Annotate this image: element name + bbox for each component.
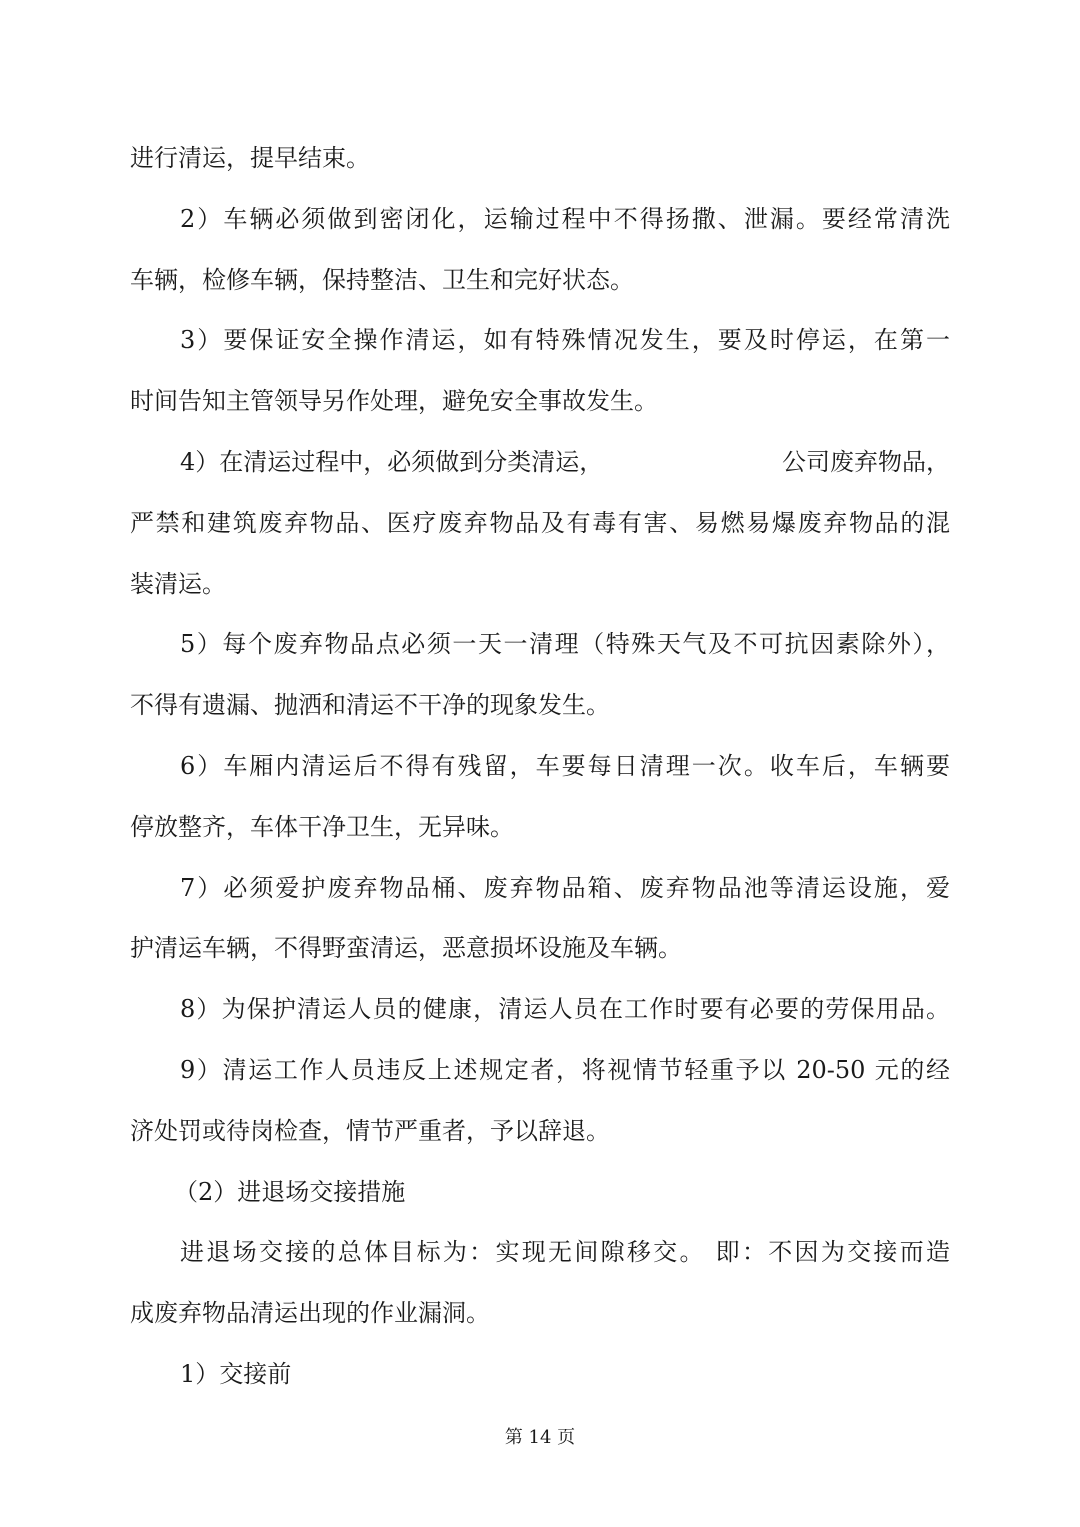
text-line: [180, 873, 950, 903]
text-line: [130, 508, 950, 538]
text-line-content: 停放整齐，车体干净卫生，无异味。: [130, 812, 514, 841]
text-line-content: 7）必须爱护废弃物品桶、废弃物品箱、废弃物品池等清运设施，爱: [180, 873, 950, 902]
text-line: [180, 629, 950, 659]
text-line: [130, 143, 950, 173]
text-line-content: 车辆，检修车辆，保持整洁、卫生和完好状态。: [130, 265, 634, 294]
text-line: [130, 1298, 950, 1328]
text-line: [130, 569, 950, 599]
text-line: [180, 204, 950, 234]
text-line: [180, 751, 950, 781]
text-line: [130, 265, 950, 295]
text-line-content: 进退场交接的总体目标为：实现无间隙移交。 即：不因为交接而造: [180, 1238, 950, 1267]
text-line-content: 进行清运，提早结束。: [130, 144, 370, 172]
text-line-content: 成废弃物品清运出现的作业漏洞。: [130, 1299, 490, 1328]
text-line-content: 装清运。: [130, 569, 226, 598]
text-line: [180, 1359, 950, 1389]
text-line-content: 2）车辆必须做到密闭化，运输过程中不得扬撒、泄漏。要经常清洗: [180, 204, 950, 233]
text-line-content: 时间告知主管领导另作处理，避免安全事故发生。: [130, 387, 658, 416]
text-line: [130, 386, 950, 416]
text-line-content: 济处罚或待岗检查，情节严重者，予以辞退。: [130, 1116, 610, 1145]
text-line-content: 4）在清运过程中，必须做到分类清运，: [180, 448, 604, 476]
text-line-content: 6）车厢内清运后不得有残留，车要每日清理一次。收车后，车辆要: [180, 752, 950, 780]
text-line: [130, 812, 950, 842]
text-line-content: 9）清运工作人员违反上述规定者，将视情节轻重予以 20-50 元的经: [180, 1056, 950, 1084]
text-line: [180, 325, 950, 355]
text-line-content: （2）进退场交接措施: [174, 1177, 406, 1206]
text-line: [130, 690, 950, 720]
text-line: [130, 933, 950, 963]
text-line-content: 护清运车辆，不得野蛮清运，恶意损坏设施及车辆。: [130, 934, 682, 963]
text-line-content: 5）每个废弃物品点必须一天一清理（特殊天气及不可抗因素除外），: [180, 630, 950, 659]
page-number: 第 14 页: [504, 1427, 576, 1448]
text-line-content: 8）为保护清运人员的健康，清运人员在工作时要有必要的劳保用品。: [180, 995, 950, 1024]
text-line-content: 不得有遗漏、抛洒和清运不干净的现象发生。: [130, 691, 610, 720]
text-line-right-part: 公司废弃物品，: [782, 448, 950, 476]
text-line: [174, 1177, 994, 1207]
text-line: [180, 994, 950, 1024]
text-line-content: 3）要保证安全操作清运，如有特殊情况发生，要及时停运，在第一: [180, 326, 950, 355]
text-line: [180, 447, 950, 477]
text-line-content: 1）交接前: [180, 1360, 292, 1388]
text-line: [180, 1237, 950, 1267]
text-line: [130, 1116, 950, 1146]
text-line: [180, 1055, 950, 1085]
text-line-content: 严禁和建筑废弃物品、医疗废弃物品及有毒有害、易燃易爆废弃物品的混: [130, 508, 950, 537]
